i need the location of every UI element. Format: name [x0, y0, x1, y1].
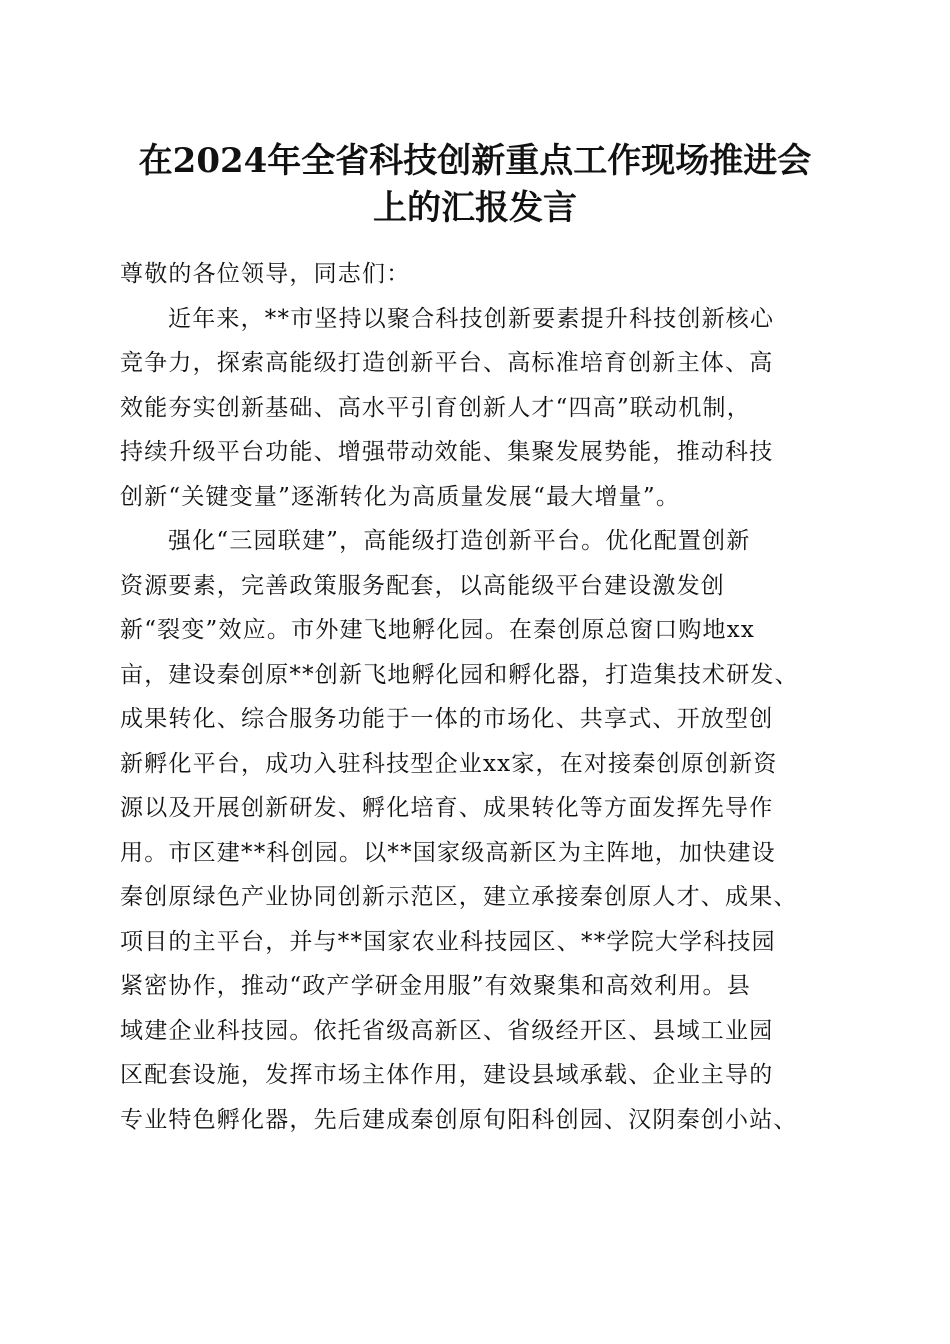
paragraph-line: 强化“三园联建”，高能级打造创新平台。优化配置创新	[168, 528, 751, 554]
paragraph-line: 域建企业科技园。依托省级高新区、省级经开区、县域工业园	[120, 1017, 774, 1044]
paragraph-line: 源以及开展创新研发、孵化培育、成果转化等方面发挥先导作	[120, 795, 774, 821]
paragraph-line: 创新“关键变量”逐渐转化为高质量发展“最大增量”。	[120, 483, 681, 510]
paragraph-line: 近年来，**市坚持以聚合科技创新要素提升科技创新核心	[168, 305, 775, 332]
paragraph-2	[120, 519, 840, 1142]
paragraph-line: 项目的主平台，并与**国家农业科技园区、**学院大学科技园	[120, 928, 776, 955]
paragraph-line: 新孵化平台，成功入驻科技型企业xx家，在对接秦创原创新资	[120, 750, 778, 777]
salutation: 尊敬的各位领导，同志们：	[120, 261, 411, 287]
paragraph-line: 秦创原绿色产业协同创新示范区，建立承接秦创原人才、成果、	[120, 884, 798, 910]
document-body	[120, 252, 840, 1142]
paragraph-line: 成果转化、综合服务功能于一体的市场化、共享式、开放型创	[120, 706, 774, 732]
paragraph-line: 持续升级平台功能、增强带动效能、集聚发展势能，推动科技	[120, 439, 774, 465]
paragraph-1	[120, 297, 840, 520]
paragraph-line: 区配套设施，发挥市场主体作用，建设县域承载、企业主导的	[120, 1062, 774, 1088]
paragraph-line: 资源要素，完善政策服务配套，以高能级平台建设激发创	[120, 572, 725, 599]
paragraph-line: 紧密协作，推动“政产学研金用服”有效聚集和高效利用。县	[120, 973, 751, 999]
paragraph-line: 效能夯实创新基础、高水平引育创新人才“四高”联动机制，	[120, 394, 751, 421]
paragraph-line: 用。市区建**科创园。以**国家级高新区为主阵地，加快建设	[120, 839, 776, 866]
title-line-2: 上的汇报发言	[373, 188, 577, 228]
paragraph-line: 专业特色孵化器，先后建成秦创原旬阳科创园、汉阴秦创小站、	[120, 1106, 798, 1133]
paragraph-line: 亩，建设秦创原**创新飞地孵化园和孵化器，打造集技术研发、	[120, 661, 799, 688]
paragraph-line: 竞争力，探索高能级打造创新平台、高标准培育创新主体、高	[120, 350, 774, 376]
paragraph-line: 新“裂变”效应。市外建飞地孵化园。在秦创原总窗口购地xx	[120, 617, 756, 643]
document-title	[100, 138, 850, 232]
title-line-1: 在2024年全省科技创新重点工作现场推进会	[138, 141, 812, 181]
